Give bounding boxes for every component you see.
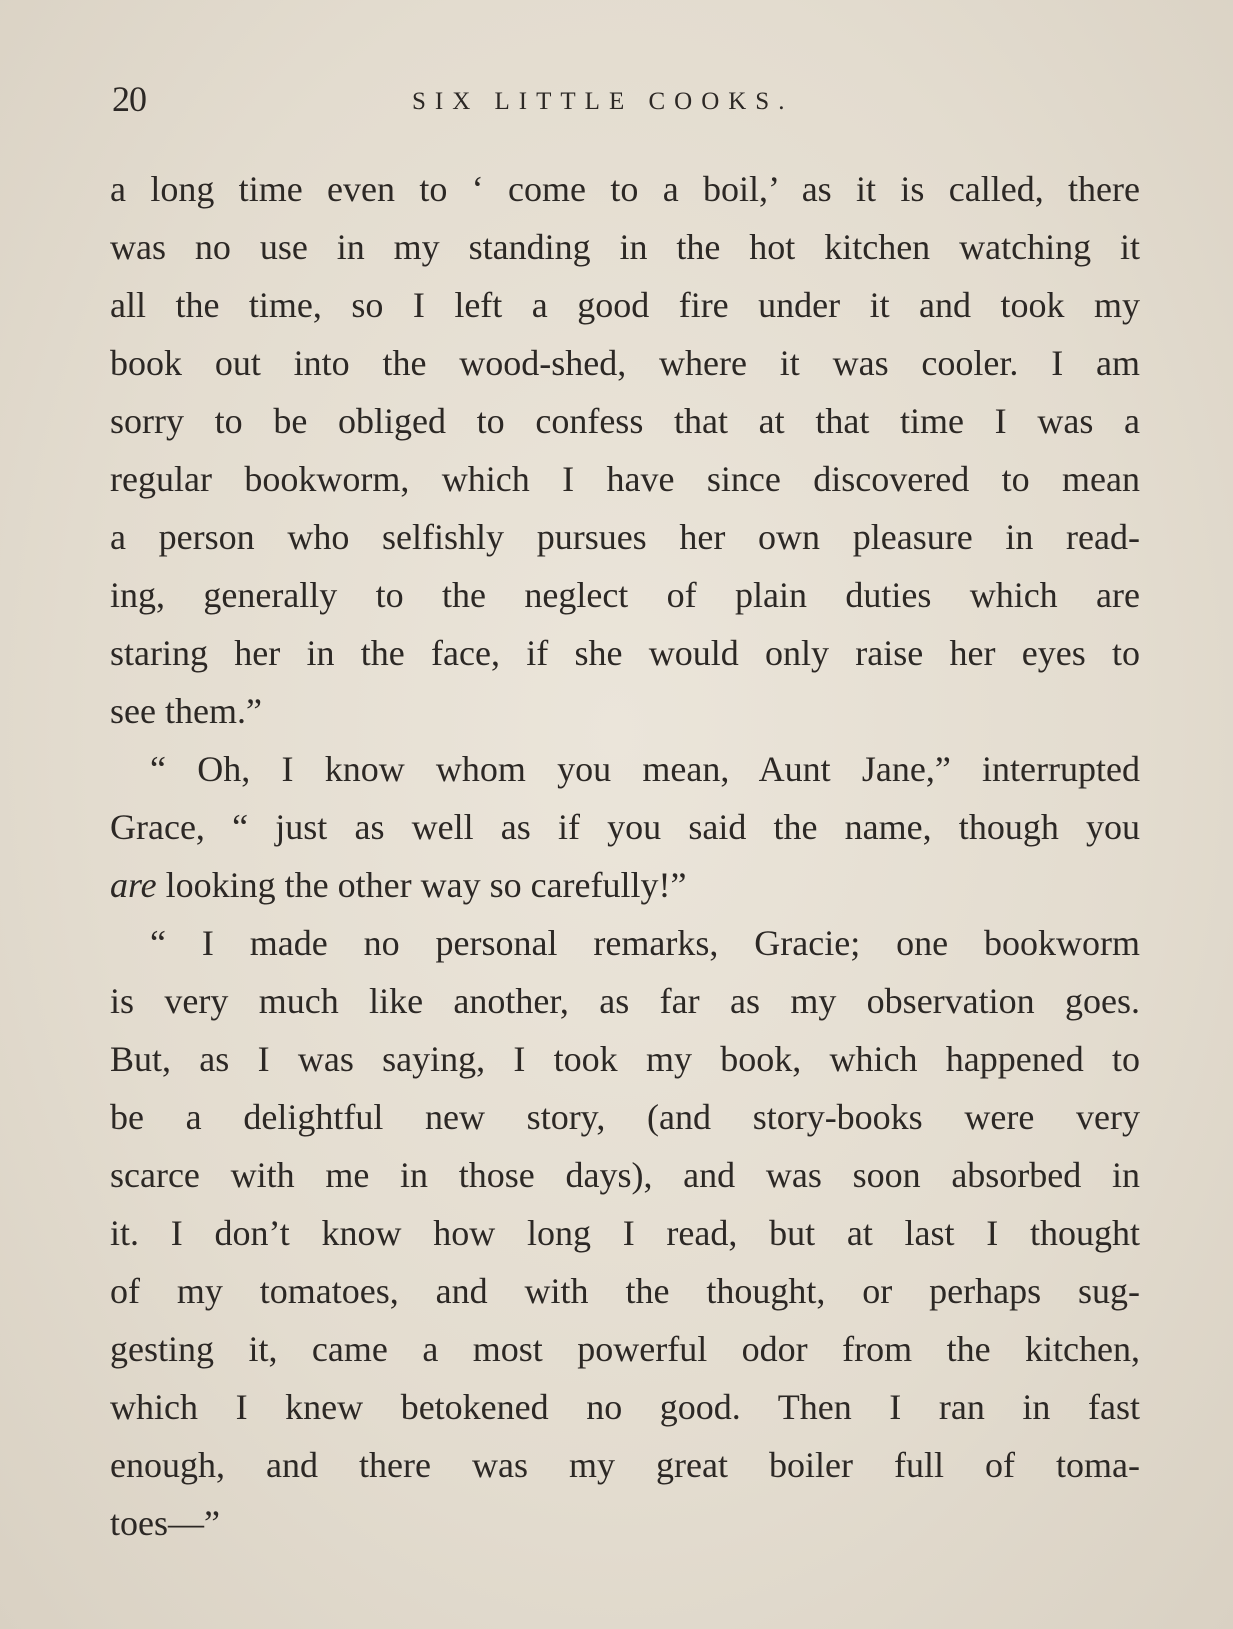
text-line: book out into the wood-shed, where it was cooler. I am (110, 343, 1140, 383)
text-line: But, as I was saying, I took my book, which happened to (110, 1039, 1140, 1079)
text-line: is very much like another, as far as my observation goes. (110, 981, 1140, 1021)
text-line: it. I don’t know how long I read, but at last I thought (110, 1213, 1140, 1253)
text-line: staring her in the face, if she would only raise her eyes to (110, 633, 1140, 673)
text-line-rest: looking the other way so carefully!” (165, 865, 687, 905)
page-number: 20 (112, 79, 146, 119)
text-line: regular bookworm, which I have since discovered to mean (110, 459, 1140, 499)
text-line: see them.” (110, 691, 262, 731)
text-line: a long time even to ‘ come to a boil,’ as it is called, there (110, 169, 1140, 209)
text-line: was no use in my standing in the hot kitchen watching it (110, 227, 1140, 267)
text-line: be a delightful new story, (and story-books were very (110, 1097, 1140, 1137)
running-head: SIX LITTLE COOKS. (412, 88, 794, 115)
text-line: a person who selfishly pursues her own pleasure in read- (110, 517, 1140, 557)
text-line: of my tomatoes, and with the thought, or perhaps sug- (110, 1271, 1140, 1311)
body-text (110, 160, 1140, 1552)
text-line: all the time, so I left a good fire under it and took my (110, 285, 1140, 325)
emphasized-word: are (110, 865, 157, 905)
page-header (112, 78, 1122, 128)
text-line (110, 856, 1140, 914)
text-line: gesting it, came a most powerful odor from the kitchen, (110, 1329, 1140, 1369)
text-line: enough, and there was my great boiler full of toma- (110, 1445, 1140, 1485)
text-line: “ Oh, I know whom you mean, Aunt Jane,” interrupted (150, 749, 1140, 789)
text-line: ing, generally to the neglect of plain duties which are (110, 575, 1140, 615)
text-line: toes—” (110, 1503, 220, 1543)
text-line: Grace, “ just as well as if you said the name, though you (110, 807, 1140, 847)
text-line: which I knew betokened no good. Then I ran in fast (110, 1387, 1140, 1427)
text-line: “ I made no personal remarks, Gracie; one bookworm (150, 923, 1140, 963)
text-line: sorry to be obliged to confess that at that time I was a (110, 401, 1140, 441)
text-line: scarce with me in those days), and was soon absorbed in (110, 1155, 1140, 1195)
